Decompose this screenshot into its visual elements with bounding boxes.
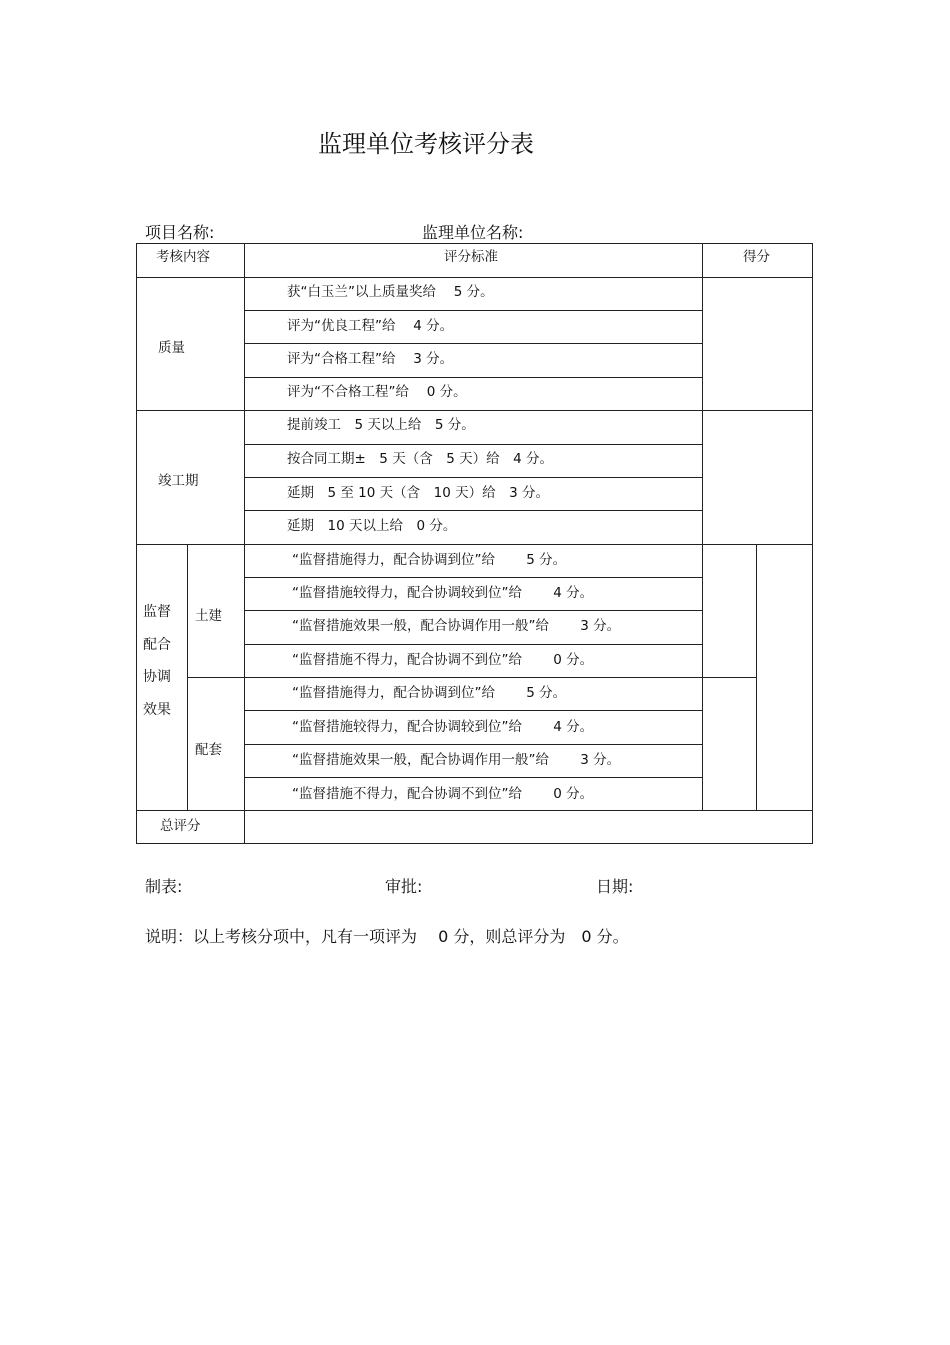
civil-item: “监督措施较得力，配合协调较到位”给 4 分。: [292, 585, 594, 601]
quality-item: 评为“合格工程”给 3 分。: [287, 351, 454, 367]
civil-item: “监督措施得力，配合协调到位”给 5 分。: [292, 552, 567, 568]
page-title: 监理单位考核评分表: [318, 130, 534, 158]
date-label: 日期:: [596, 877, 634, 896]
supporting-item: “监督措施效果一般，配合协调作用一般”给 3 分。: [292, 752, 621, 768]
col-header-criteria: 评分标准: [444, 249, 498, 265]
col-header-content: 考核内容: [156, 249, 210, 265]
col-header-score: 得分: [743, 249, 770, 265]
supervisor-name-label: 监理单位名称:: [422, 223, 524, 242]
civil-item: “监督措施效果一般，配合协调作用一般”给 3 分。: [292, 618, 621, 634]
civil-label: 土建: [195, 608, 222, 624]
completion-item: 延期 10 天以上给 0 分。: [287, 518, 457, 534]
completion-item: 延期 5 至 10 天（含 10 天）给 3 分。: [287, 485, 549, 501]
completion-item: 提前竣工 5 天以上给 5 分。: [287, 417, 475, 433]
completion-item: 按合同工期± 5 天（含 5 天）给 4 分。: [287, 451, 553, 467]
quality-label: 质量: [158, 340, 185, 356]
coordination-label: 监督 配合 协调 效果: [143, 604, 171, 718]
supporting-item: “监督措施不得力，配合协调不到位”给 0 分。: [292, 786, 594, 802]
project-name-label: 项目名称:: [145, 223, 215, 242]
supporting-label: 配套: [195, 742, 222, 758]
quality-item: 获“白玉兰”以上质量奖给 5 分。: [287, 284, 494, 300]
supporting-item: “监督措施较得力，配合协调较到位”给 4 分。: [292, 719, 594, 735]
total-score-label: 总评分: [160, 818, 201, 834]
completion-label: 竣工期: [158, 473, 199, 489]
civil-item: “监督措施不得力，配合协调不到位”给 0 分。: [292, 652, 594, 668]
approved-by-label: 审批:: [385, 877, 423, 896]
supporting-item: “监督措施得力，配合协调到位”给 5 分。: [292, 685, 567, 701]
quality-item: 评为“优良工程”给 4 分。: [287, 318, 454, 334]
made-by-label: 制表:: [145, 877, 183, 896]
note-text: 说明：以上考核分项中，凡有一项评为 0 分，则总评分为 0 分。: [145, 927, 629, 946]
quality-item: 评为“不合格工程”给 0 分。: [287, 384, 467, 400]
